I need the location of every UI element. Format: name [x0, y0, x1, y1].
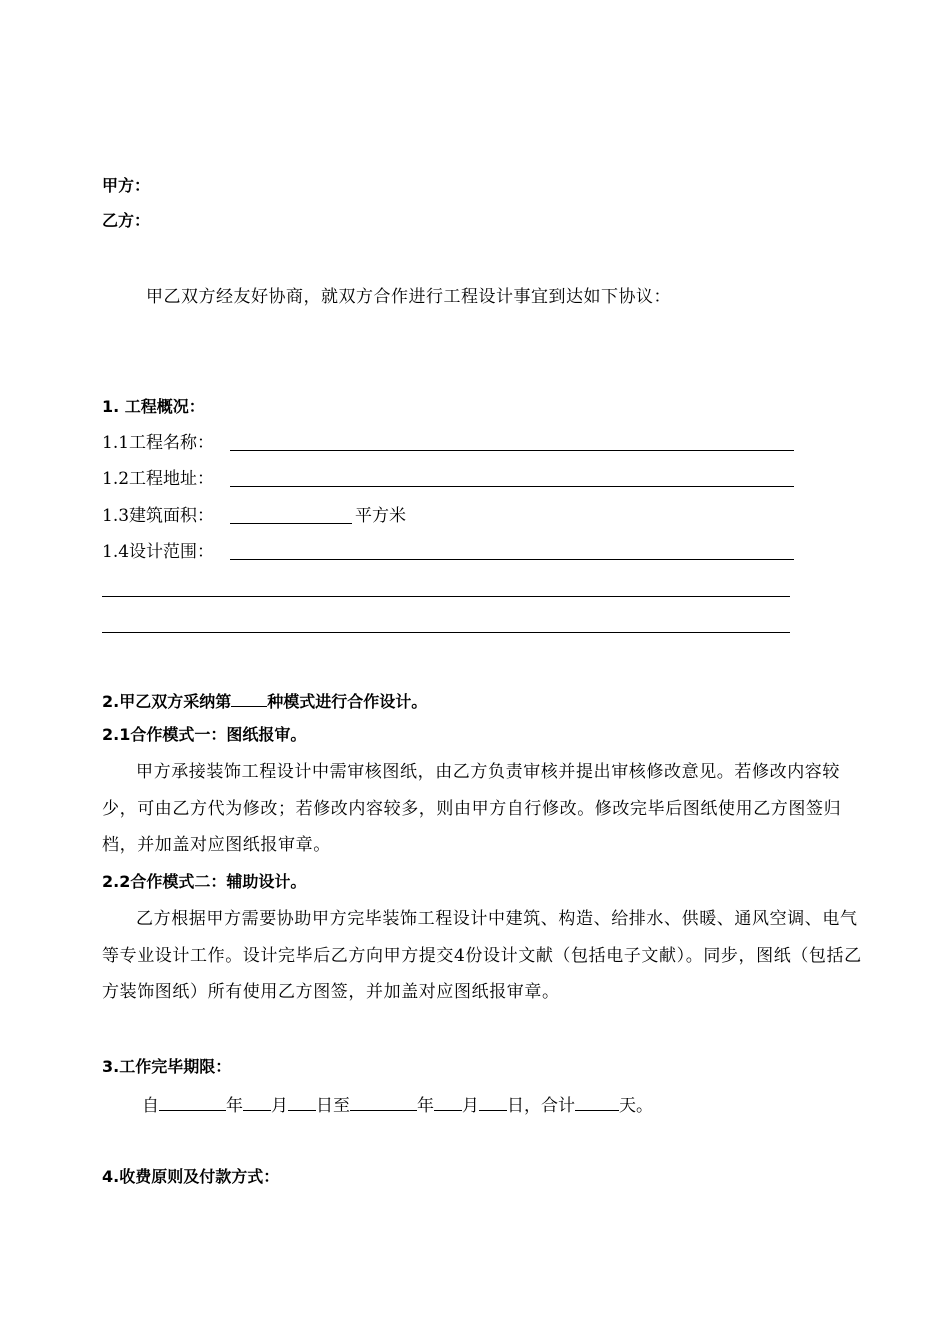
building-area-unit: 平方米 — [355, 506, 406, 526]
mode1-body-text: 甲方承接装饰工程设计中需审核图纸，由乙方负责审核并提出审核修改意见。若修改内容较少，可由乙方代为修改；若修改内容较多，则由甲方自行修改。修改完毕后图纸使用乙方图签归档，并加盖对应图纸报审章。 — [102, 762, 842, 855]
end-month-label: 月 — [462, 1096, 479, 1116]
design-scope-line-1[interactable] — [230, 559, 794, 560]
end-month-blank[interactable] — [434, 1092, 462, 1111]
mode2-title: 2.2合作模式二：辅助设计。 — [102, 872, 307, 891]
period-from: 自 — [142, 1096, 159, 1116]
mode-number-blank[interactable] — [231, 688, 267, 707]
total-days-blank[interactable] — [575, 1092, 619, 1111]
project-address-label: 1.2工程地址： — [102, 469, 215, 489]
section3-title: 3.工作完毕期限： — [102, 1057, 232, 1076]
start-year-label: 年 — [226, 1096, 243, 1116]
start-year-blank[interactable] — [159, 1092, 226, 1111]
section1-title: 1. 工程概况： — [102, 397, 205, 416]
design-scope-label: 1.4设计范围： — [102, 542, 215, 562]
project-address-line[interactable] — [230, 486, 794, 487]
section2-title-post: 种模式进行合作设计。 — [267, 692, 428, 711]
mode2-body — [102, 901, 862, 1011]
mode1-title: 2.1合作模式一：图纸报审。 — [102, 725, 307, 744]
intro-text: 甲乙双方经友好协商，就双方合作进行工程设计事宜到达如下协议： — [146, 287, 671, 307]
period-total: 日，合计 — [507, 1096, 575, 1116]
project-name-label: 1.1工程名称： — [102, 433, 215, 453]
start-month-blank[interactable] — [243, 1092, 271, 1111]
end-year-blank[interactable] — [350, 1092, 417, 1111]
end-year-label: 年 — [417, 1096, 434, 1116]
end-day-blank[interactable] — [479, 1092, 507, 1111]
party-b-label: 乙方： — [102, 211, 151, 230]
period-to: 日至 — [316, 1096, 350, 1116]
period-line — [142, 1092, 653, 1117]
party-a-label: 甲方： — [102, 176, 151, 195]
section4-title: 4.收费原则及付款方式： — [102, 1167, 280, 1186]
start-day-blank[interactable] — [288, 1092, 316, 1111]
building-area-label: 1.3建筑面积： — [102, 506, 215, 526]
mode1-body — [102, 754, 862, 864]
design-scope-line-2[interactable] — [102, 596, 790, 597]
mode2-body-text: 乙方根据甲方需要协助甲方完毕装饰工程设计中建筑、构造、给排水、供暖、通风空调、电气等专业设计工作。设计完毕后乙方向甲方提交4份设计文献（包括电子文献）。同步，图纸（包括乙方装饰图纸）所有使用乙方图签，并加盖对应图纸报审章。 — [102, 909, 862, 1002]
building-area-line[interactable] — [230, 523, 352, 524]
section2-title-pre: 2.甲乙双方采纳第 — [102, 692, 232, 711]
design-scope-line-3[interactable] — [102, 632, 790, 633]
start-month-label: 月 — [271, 1096, 288, 1116]
project-name-line[interactable] — [230, 450, 794, 451]
period-days: 天。 — [619, 1096, 653, 1116]
section2-title — [102, 688, 427, 713]
